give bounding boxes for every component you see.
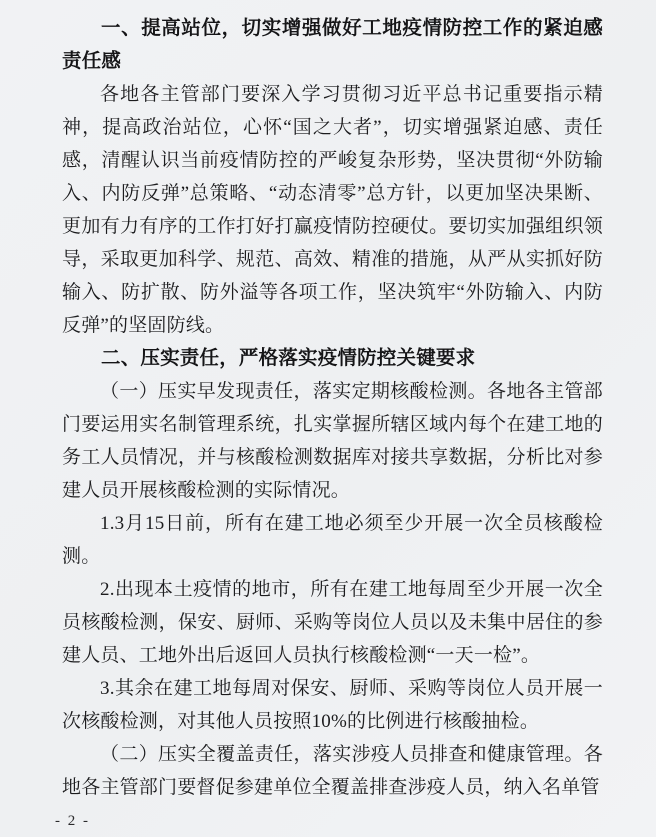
numbered-item-3: 3.其余在建工地每周对保安、厨师、采购等岗位人员开展一次核酸检测，对其他人员按照10%的比例进行核酸抽检。 <box>62 678 603 732</box>
clause-2-text: 各地各主管部门要督促参建单位全覆盖排查涉疫人员，纳入名单管 <box>62 744 603 798</box>
clause-1-text: 各地各主管部门要运用实名制管理系统，扎实掌握所辖区域内每个在建工地的务工人员情况，并与核酸检测数据库对接共享数据，分析比对参建人员开展核酸检测的实际情况。 <box>62 381 603 501</box>
numbered-item-1: 1.3月15日前，所有在建工地必须至少开展一次全员核酸检测。 <box>62 513 603 567</box>
numbered-item-2: 2.出现本土疫情的地市，所有在建工地每周至少开展一次全员核酸检测，保安、厨师、采购等岗位人员以及未集中居住的参建人员、工地外出后返回人员执行核酸检测“一天一检”。 <box>62 579 603 666</box>
clause-2-lead: （二）压实全覆盖责任，落实涉疫人员排查和健康管理。 <box>100 744 584 765</box>
clause-1-paragraph <box>62 375 603 507</box>
clause-2-paragraph <box>62 738 603 804</box>
section-2-heading: 二、压实责任，严格落实疫情防控关键要求 <box>101 347 476 369</box>
section-1-paragraph: 各地各主管部门要深入学习贯彻习近平总书记重要指示精神，提高政治站位，心怀“国之大者”，切实增强紧迫感、责任感，清醒认识当前疫情防控的严峻复杂形势，坚决贯彻“外防输入、内防反弹”总策略、“动态清零”总方针，以更加坚决果断、更加有力有序的工作打好打赢疫情防控硬仗。要切实加强组织领导，采取更加科学、规范、高效、精准的措施，从严从实抓好防输入、防扩散、防外溢等各项工作，坚决筑牢“外防输入、内防反弹”的坚固防线。 <box>62 84 603 336</box>
clause-1-lead: （一）压实早发现责任，落实定期核酸检测。 <box>100 381 488 402</box>
document-body <box>62 12 603 804</box>
page-number: - 2 - <box>55 813 90 829</box>
section-1-heading: 一、提高站位，切实增强做好工地疫情防控工作的紧迫感责任感 <box>62 17 603 72</box>
